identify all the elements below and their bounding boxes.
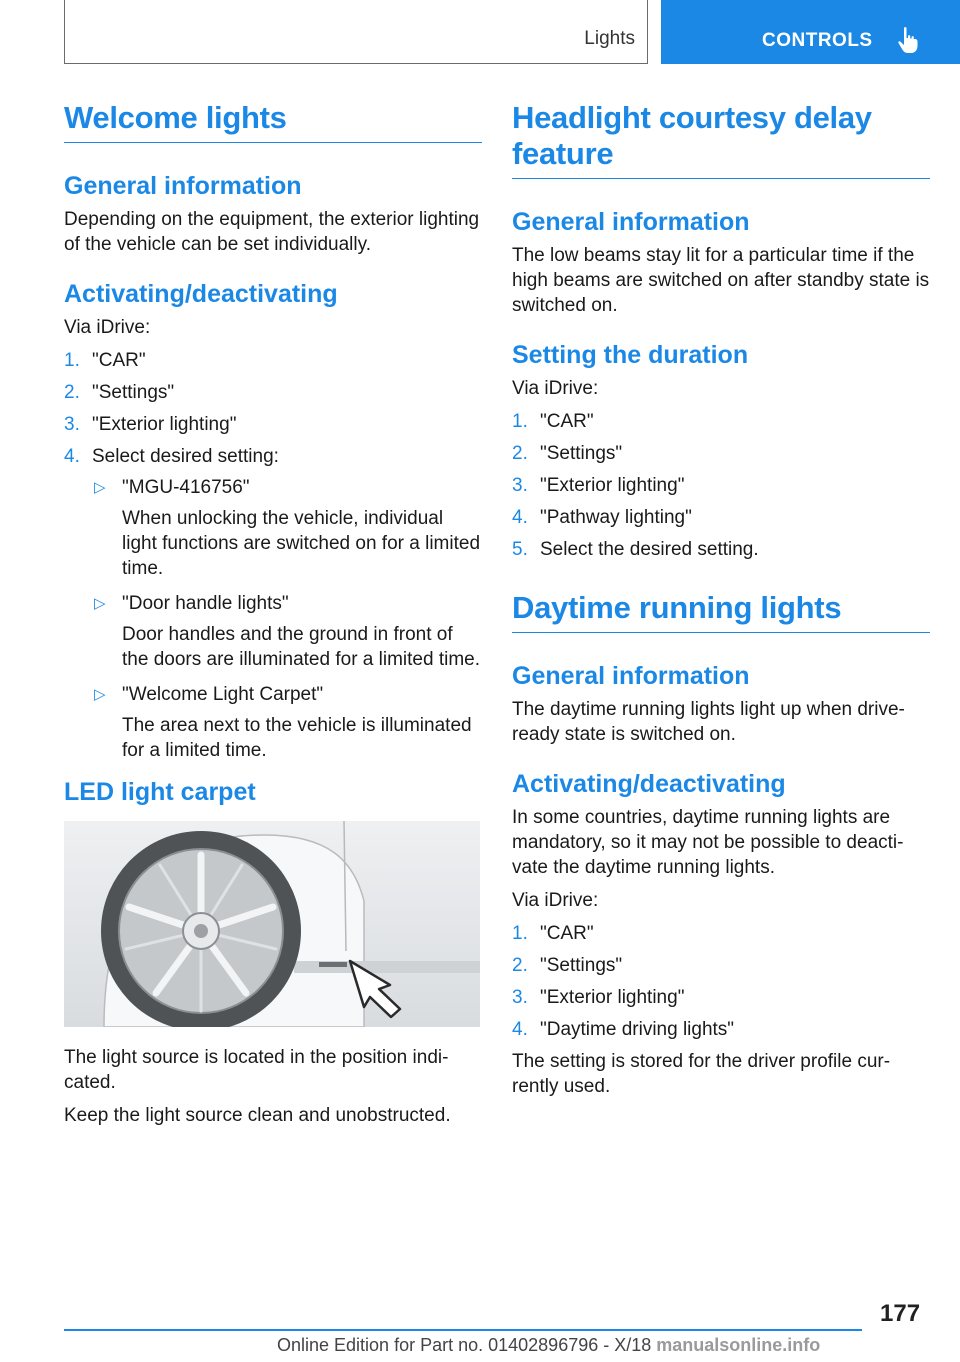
step-number: 4. [64, 446, 80, 467]
daytime-stored-text: The setting is stored for the driver profile currently used. [512, 1051, 891, 1097]
option-label: "Door handle lights" [122, 593, 289, 614]
step-number: 3. [512, 475, 528, 496]
header-section-title: Lights [584, 28, 635, 49]
footer-divider [64, 1329, 862, 1331]
step-number: 4. [512, 507, 528, 528]
step-text: "Exterior lighting" [540, 987, 685, 1008]
list-item [64, 412, 482, 437]
option-description: The area next to the vehicle is illuminated for a limited time. [122, 715, 472, 761]
daytime-activating-text: In some countries, daytime running lights are mandatory, so it may not be possible to deactivate the daytime running lights. [512, 807, 904, 878]
led-light-carpet-heading: LED light carpet [64, 778, 256, 806]
step-text: Select the desired setting. [540, 539, 759, 560]
step-text: "Settings" [92, 382, 175, 403]
step-number: 1. [64, 350, 80, 371]
daytime-general-text: The daytime running lights light up when drive-ready state is switched on. [512, 699, 905, 745]
step-number: 1. [512, 411, 528, 432]
list-item [512, 441, 930, 466]
footer-edition [277, 1335, 820, 1356]
step-number: 4. [512, 1019, 528, 1040]
list-item [64, 348, 482, 373]
led-light-carpet-figure [64, 821, 480, 1027]
step-number: 3. [64, 414, 80, 435]
step-number: 2. [512, 955, 528, 976]
list-item [64, 380, 482, 405]
daytime-activating-heading: Activating/deactivating [512, 770, 786, 798]
step-text: "Settings" [540, 443, 623, 464]
car-wheel-illustration [64, 821, 480, 1027]
step-number: 5. [512, 539, 528, 560]
list-item [512, 537, 930, 562]
triangle-bullet-icon: ▷ [94, 595, 106, 612]
list-item [92, 682, 482, 763]
triangle-bullet-icon: ▷ [94, 479, 106, 496]
general-information-heading: General information [64, 172, 302, 200]
pointing-hand-icon [897, 26, 919, 54]
step-text: "Exterior lighting" [92, 414, 237, 435]
step-text: "CAR" [540, 411, 594, 432]
activating-heading: Activating/deactivating [64, 280, 338, 308]
list-item [512, 985, 930, 1010]
step-text: Select desired setting: [92, 446, 279, 467]
led-clean-text: Keep the light source clean and unobstructed. [64, 1105, 451, 1126]
edition-text: Online Edition for Part no. 01402896796 - X/18 [277, 1335, 652, 1355]
duration-steps-list [512, 409, 930, 562]
via-idrive-text: Via iDrive: [512, 378, 599, 399]
daytime-via-idrive-text: Via iDrive: [512, 890, 599, 911]
list-item [92, 591, 482, 672]
daytime-general-heading: General information [512, 662, 750, 690]
welcome-lights-heading: Welcome lights [64, 100, 482, 143]
right-column [512, 100, 930, 1099]
list-item [512, 505, 930, 530]
list-item [92, 475, 482, 581]
general-information-text: Depending on the equipment, the exterior lighting of the vehicle can be set individually. [64, 209, 480, 255]
option-description: Door handles and the ground in front of the doors are illuminated for a limited time. [122, 624, 480, 670]
header-section-box [64, 0, 648, 64]
setting-options-list [92, 475, 482, 763]
watermark-text: manualsonline.info [656, 1335, 821, 1355]
list-item [512, 953, 930, 978]
list-item [512, 1017, 930, 1042]
triangle-bullet-icon: ▷ [94, 686, 106, 703]
daytime-running-lights-heading: Daytime running lights [512, 590, 930, 633]
left-column [64, 100, 482, 1128]
option-label: "MGU-416756" [122, 477, 250, 498]
led-location-text: The light source is located in the position indicated. [64, 1047, 449, 1093]
setting-duration-heading: Setting the duration [512, 341, 749, 369]
step-number: 1. [512, 923, 528, 944]
step-number: 3. [512, 987, 528, 1008]
step-text: "Exterior lighting" [540, 475, 685, 496]
option-label: "Welcome Light Carpet" [122, 684, 324, 705]
option-description: When unlocking the vehicle, individual light functions are switched on for a limited time. [122, 508, 481, 579]
list-item [512, 473, 930, 498]
list-item [64, 444, 482, 763]
step-text: "CAR" [92, 350, 146, 371]
header-chapter-title: CONTROLS [762, 30, 873, 51]
step-number: 2. [512, 443, 528, 464]
step-text: "Settings" [540, 955, 623, 976]
list-item [512, 409, 930, 434]
welcome-steps-list [64, 348, 482, 763]
headlight-courtesy-heading: Headlight courtesy delay feature [512, 100, 930, 179]
general-information-text: The low beams stay lit for a particular time if the high beams are switched on after standby state is switched on. [512, 245, 930, 316]
step-text: "Daytime driving lights" [540, 1019, 735, 1040]
via-idrive-text: Via iDrive: [64, 317, 151, 338]
page-number: 177 [880, 1300, 921, 1327]
list-item [512, 921, 930, 946]
step-number: 2. [64, 382, 80, 403]
step-text: "Pathway lighting" [540, 507, 692, 528]
general-information-heading: General information [512, 208, 750, 236]
header-chapter-tab [661, 0, 960, 64]
daytime-steps-list [512, 921, 930, 1042]
step-text: "CAR" [540, 923, 594, 944]
